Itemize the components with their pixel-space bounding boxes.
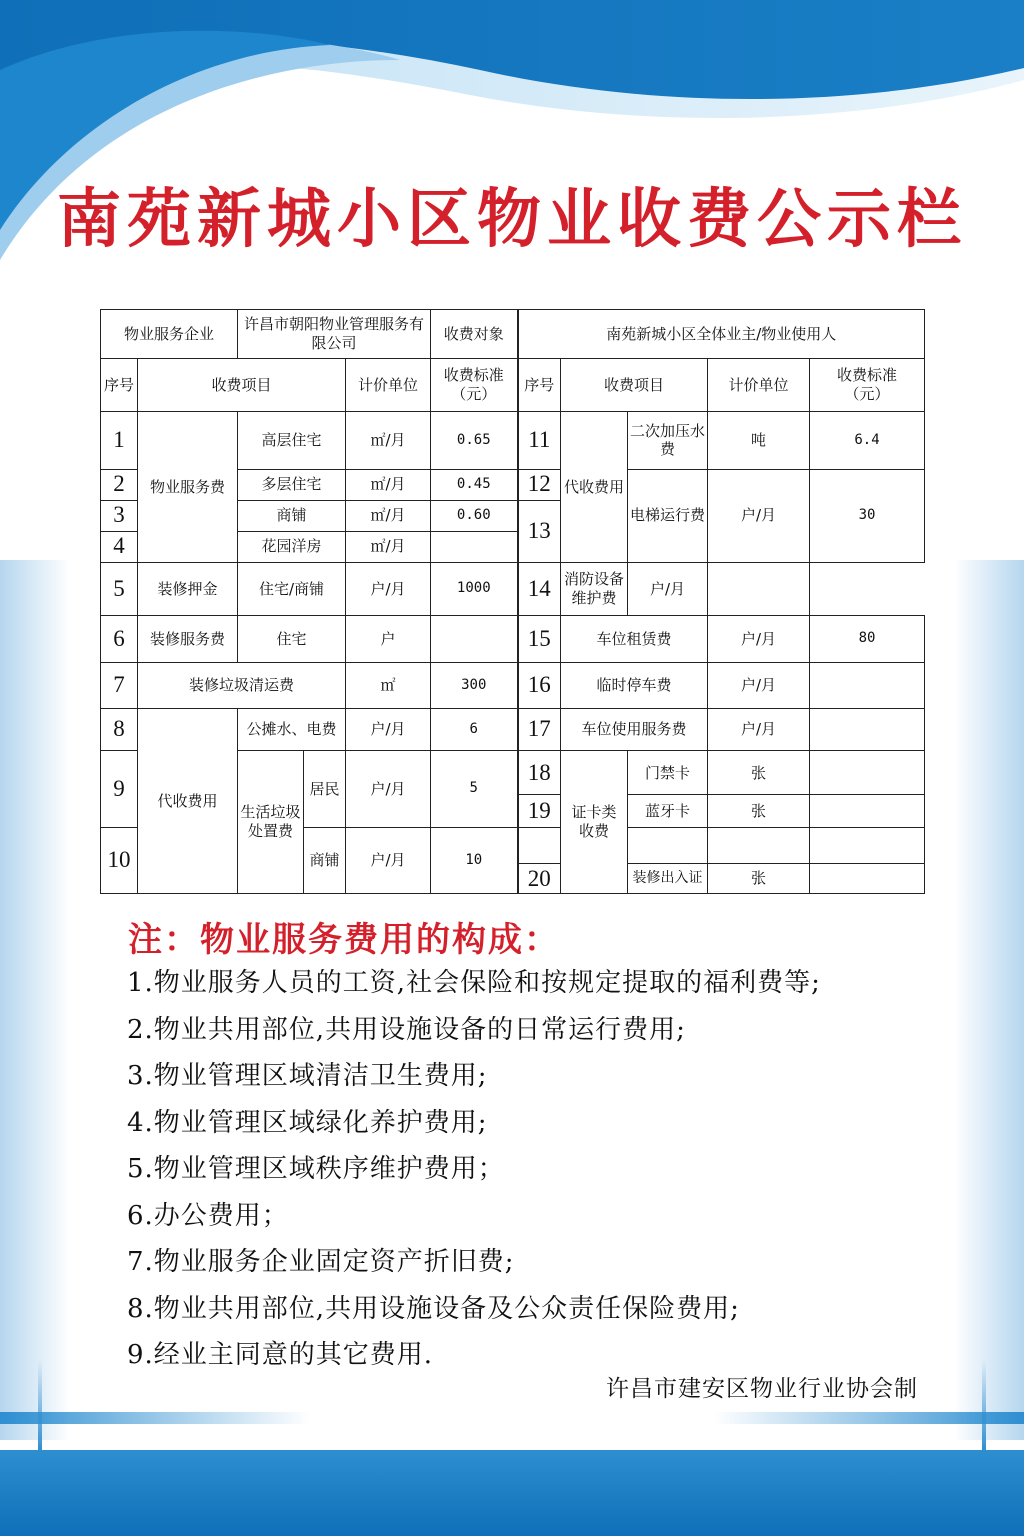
unit-cell: 户/月 [346,827,431,893]
table-row [101,412,925,469]
std-cell [810,863,924,893]
left-side-gradient [0,560,70,1440]
unit-cell: 张 [708,863,809,893]
list-item: 7.物业服务企业固定资产折旧费; [127,1247,515,1277]
unit-cell: ㎡/月 [346,531,431,562]
seq-cell: 6 [101,615,138,662]
seq-cell: 7 [101,663,138,709]
unit-cell: ㎡/月 [346,412,431,469]
notes-title: 注：物业服务费用的构成： [128,920,560,960]
bottom-right-stripe [714,1412,1024,1424]
list-item: 5.物业管理区域秩序维护费用； [127,1154,505,1184]
list-item: 3.物业管理区域清洁卫生费用; [127,1061,488,1091]
std-cell [810,709,925,751]
std-cell: 10 [431,827,518,893]
seq-cell: 3 [101,500,138,531]
list-item: 4.物业管理区域绿化养护费用; [127,1107,488,1138]
header-seq: 序号 [101,359,138,412]
std-cell: 300 [431,663,518,709]
unit-cell: ㎡/月 [346,469,431,500]
unit-cell: 户/月 [346,751,431,827]
unit-cell: 户 [346,615,431,662]
group-cell: 代收费用 [561,412,628,562]
unit-cell: 户/月 [708,469,810,562]
issuer-footer: 许昌市建安区物业行业协会制 [606,1376,918,1402]
unit-cell: 张 [751,801,767,820]
target-label: 收费对象 [431,310,518,359]
list-item: 2.物业共用部位,共用设施设备的日常运行费用; [127,1014,686,1045]
group-cell: 装修服务费 [138,615,238,662]
header-item: 收费项目 [138,359,346,412]
seq-cell: 1 [101,412,138,469]
item-cell: 商铺 [304,827,346,893]
seq-cell: 11 [518,412,561,469]
target-value: 南苑新城小区全体业主/物业使用人 [518,310,925,359]
item-cell: 住宅 [238,615,346,662]
header-std: 收费标准 （元） [431,359,518,412]
seq-cell: 14 [518,562,561,615]
sub-group-cell: 生活垃圾 处置费 [238,751,304,894]
table-row [101,709,925,751]
item-cell: 电梯运行费 [628,469,708,562]
unit-cell: ㎡ [346,663,431,709]
item-cell: 二次加压水费 [628,412,708,469]
group-cell: 证卡类 收费 [561,751,628,894]
std-cell [810,795,924,827]
unit-cell: 户/月 [708,615,810,662]
seq-cell: 2 [101,469,138,500]
list-item: 6.办公费用； [127,1200,289,1231]
unit-cell: 张 [708,752,809,795]
item-cell: 临时停车费 [561,663,708,709]
item-cell: 装修垃圾清运费 [138,663,346,709]
std-cell: 0.60 [431,500,518,531]
item-cell: 居民 [304,751,346,827]
company-label: 物业服务企业 [101,310,238,359]
seq-cell: 5 [101,562,138,615]
item-cell: 高层住宅 [238,412,346,469]
list-item: 8.物业共用部位,共用设施设备及公众责任保险费用; [127,1293,740,1324]
unit-cell: 户/月 [346,709,431,751]
seq-cell: 9 [101,751,138,827]
std-cell: 1000 [431,562,518,615]
bottom-left-line [38,1360,42,1450]
std-cell: 30 [810,469,925,562]
std-cell: 80 [810,615,925,662]
std-cell: 5 [431,751,518,827]
bottom-left-stripe [0,1412,310,1424]
std-cell [431,615,518,662]
unit-cell: ㎡/月 [346,500,431,531]
item-cell: 车位使用服务费 [561,709,708,751]
unit-cell: 户/月 [628,562,708,615]
right-side-gradient [954,560,1024,1440]
seq-cell: 19 [527,797,551,823]
item-cell: 花园洋房 [238,531,346,562]
header-unit: 计价单位 [346,359,431,412]
header-std: 收费标准 （元） [810,359,925,412]
seq-cell: 4 [101,531,138,562]
std-cell [810,663,925,709]
fee-table [100,309,925,894]
group-cell: 代收费用 [138,709,238,894]
std-cell [431,531,518,562]
unit-cell: 户/月 [708,709,810,751]
group-cell: 物业服务费 [138,412,238,562]
bottom-band [0,1450,1024,1536]
seq-cell: 10 [101,827,138,893]
item-cell: 装修出入证 [628,863,707,893]
item-cell: 车位租赁费 [561,615,708,662]
std-cell: 6 [431,709,518,751]
seq-cell: 15 [518,615,561,662]
header-unit: 计价单位 [708,359,810,412]
seq-cell: 18 [519,752,561,795]
header-seq: 序号 [518,359,561,412]
group-cell: 装修押金 [138,562,238,615]
std-cell [708,562,810,615]
item-cell: 蓝牙卡 [645,801,691,820]
item-cell: 多层住宅 [238,469,346,500]
seq-cell: 17 [518,709,561,751]
seq-cell: 20 [519,863,561,893]
item-cell: 公摊水、电费 [238,709,346,751]
unit-cell: 吨 [708,412,810,469]
std-cell [810,752,924,795]
seq-cell: 12 [518,469,561,500]
std-cell: 6.4 [810,412,925,469]
notes-list [127,960,821,1379]
header-item: 收费项目 [561,359,708,412]
list-item: 9.经业主同意的其它费用. [127,1340,434,1370]
table-row [101,663,925,709]
table-row [101,310,925,359]
seq-cell: 13 [518,500,561,562]
item-cell: 门禁卡 [628,752,707,795]
company-name: 许昌市朝阳物业管理服务有限公司 [238,310,431,359]
std-cell: 0.45 [431,469,518,500]
item-cell: 商铺 [238,500,346,531]
seq-cell: 16 [518,663,561,709]
item-cell: 消防设备 维护费 [561,562,628,615]
unit-cell: 户/月 [708,663,810,709]
page-title: 南苑新城小区物业收费公示栏 [57,183,967,257]
bottom-right-line [982,1360,986,1450]
table-row [101,359,925,412]
item-cell: 住宅/商铺 [238,562,346,615]
list-item: 1.物业服务人员的工资,社会保险和按规定提取的福利费等; [127,968,821,998]
std-cell: 0.65 [431,412,518,469]
seq-cell: 8 [101,709,138,751]
table-row [101,562,925,615]
unit-cell: 户/月 [346,562,431,615]
table-row [101,615,925,662]
